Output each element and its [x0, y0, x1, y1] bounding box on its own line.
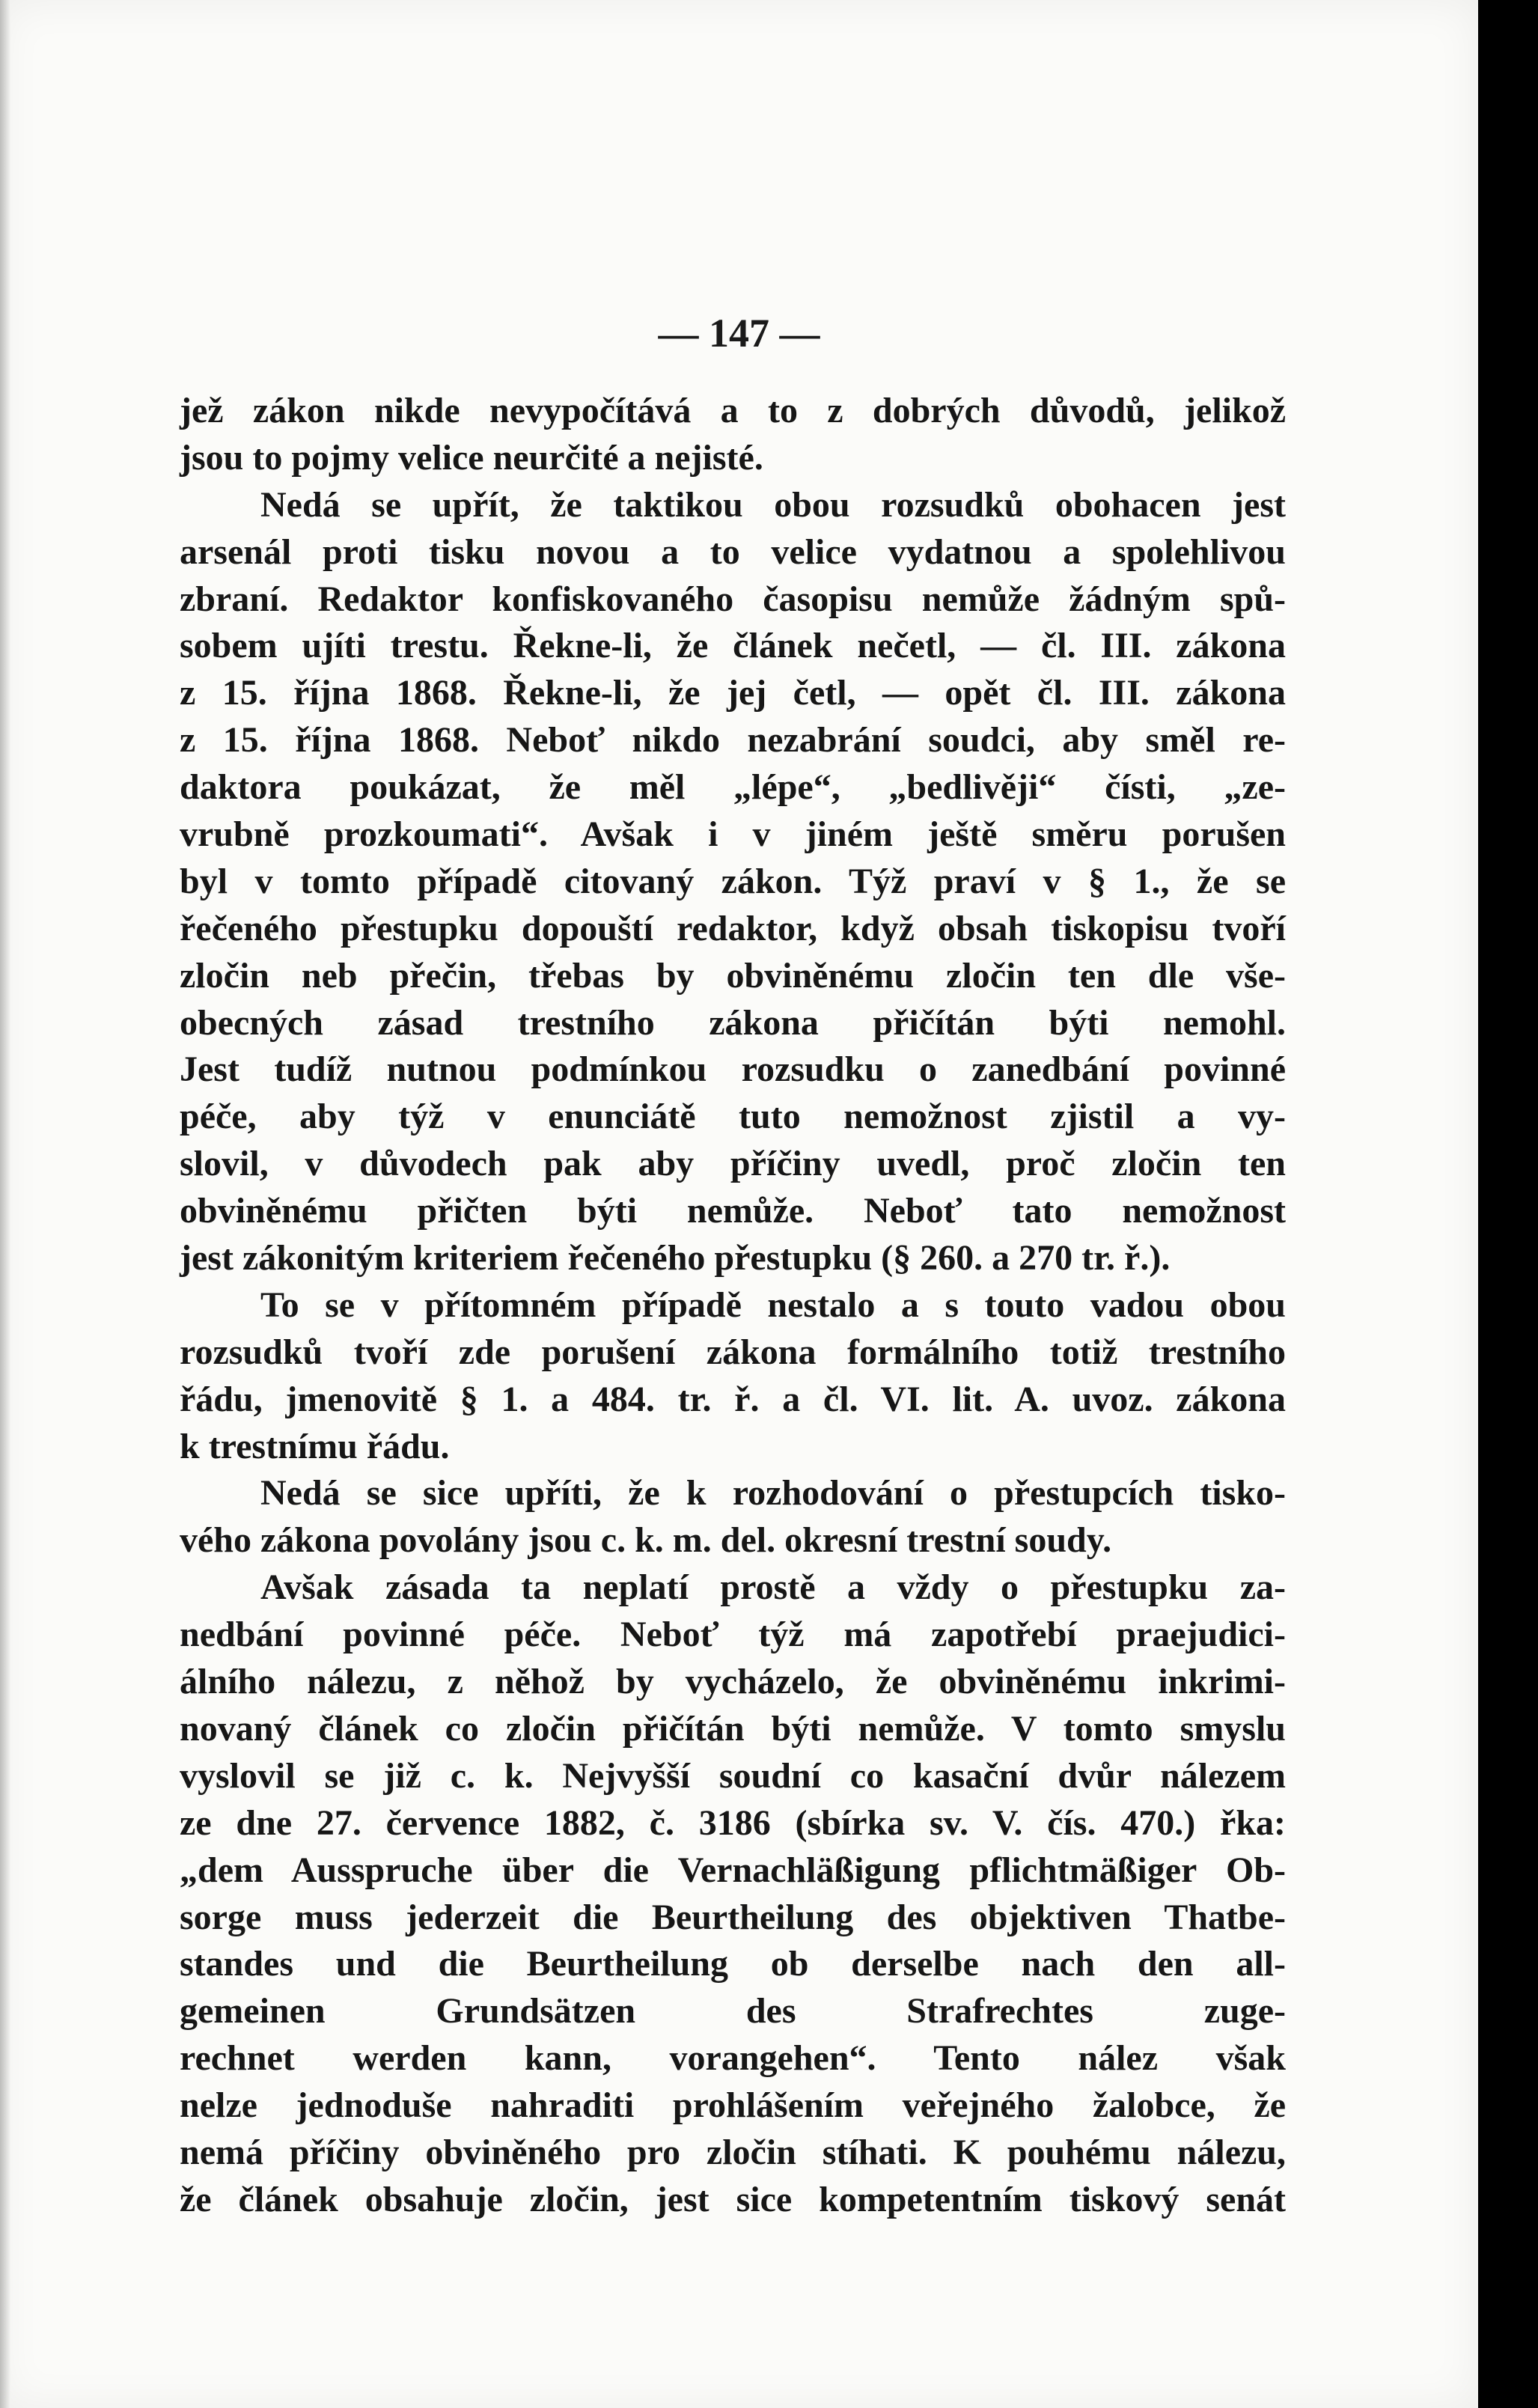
- text-line: zločin neb přečin, třebas by obviněnému zločin ten dle vše-: [180, 955, 1286, 996]
- text-line: z 15. října 1868. Řekne-li, že jej četl, — opět čl. III. zákona: [180, 673, 1286, 713]
- text-line: obecných zásad trestního zákona přičítán býti nemohl.: [180, 1002, 1286, 1043]
- text-line: obviněnému přičten býti nemůže. Neboť tato nemožnost: [180, 1191, 1286, 1231]
- text-line: řádu, jmenovitě § 1. a 484. tr. ř. a čl. VI. lit. A. uvoz. zákona: [180, 1379, 1286, 1419]
- text-line: vyslovil se již c. k. Nejvyšší soudní co kasační dvůr nálezem: [180, 1755, 1286, 1796]
- text-line: vrubně prozkoumati“. Avšak i v jiném ještě směru porušen: [180, 814, 1286, 855]
- text-line: novaný článek co zločin přičítán býti nemůže. V tomto smyslu: [180, 1708, 1286, 1749]
- text-line: že článek obsahuje zločin, jest sice kompetentním tiskový senát: [180, 2179, 1286, 2219]
- text-line: vého zákona povolány jsou c. k. m. del. okresní trestní soudy.: [180, 1520, 1112, 1561]
- text-line: péče, aby týž v enunciátě tuto nemožnost zjistil a vy-: [180, 1097, 1286, 1137]
- scan-edge-left: [0, 0, 10, 2408]
- text-line: slovil, v důvodech pak aby příčiny uvedl, proč zločin ten: [180, 1144, 1286, 1184]
- text-line: arsenál proti tisku novou a to velice vydatnou a spolehlivou: [180, 531, 1286, 572]
- text-line: zbraní. Redaktor konfiskovaného časopisu nemůže žádným spů-: [180, 579, 1286, 619]
- text-line: álního nálezu, z něhož by vycházelo, že obviněnému inkrimi-: [180, 1662, 1286, 1702]
- text-line: gemeinen Grundsätzen des Strafrechtes zuge-: [180, 1991, 1286, 2031]
- text-line: k trestnímu řádu.: [180, 1426, 450, 1466]
- text-line: Nedá se sice upříti, že k rozhodování o přestupcích tisko-: [260, 1473, 1286, 1514]
- text-line: standes und die Beurtheilung ob derselbe nach den all-: [180, 1944, 1286, 1984]
- text-line: Jest tudíž nutnou podmínkou rozsudku o zanedbání povinné: [180, 1049, 1286, 1090]
- text-line: „dem Ausspruche über die Vernachläßigung pflichtmäßiger Ob-: [180, 1850, 1286, 1890]
- page-number: — 147 —: [658, 311, 820, 356]
- body-text: [180, 388, 1286, 2224]
- scan-edge-right: [1478, 0, 1538, 2408]
- text-line: To se v přítomném případě nestalo a s touto vadou obou: [260, 1284, 1286, 1325]
- text-line: nedbání povinné péče. Neboť týž má zapotřebí praejudici-: [180, 1615, 1286, 1655]
- text-line: nelze jednoduše nahraditi prohlášením veřejného žalobce, že: [180, 2085, 1286, 2126]
- text-line: ze dne 27. července 1882, č. 3186 (sbírka sv. V. čís. 470.) řka:: [180, 1802, 1286, 1843]
- text-line: byl v tomto případě citovaný zákon. Týž praví v § 1., že se: [180, 861, 1286, 901]
- text-line: sobem ujíti trestu. Řekne-li, že článek nečetl, — čl. III. zákona: [180, 626, 1286, 666]
- text-line: nemá příčiny obviněného pro zločin stíhati. K pouhému nálezu,: [180, 2132, 1286, 2172]
- text-line: Avšak zásada ta neplatí prostě a vždy o přestupku za-: [260, 1567, 1286, 1608]
- text-line: jež zákon nikde nevypočítává a to z dobrých důvodů, jelikož: [180, 391, 1286, 430]
- text-line: jest zákonitým kriteriem řečeného přestupku (§ 260. a 270 tr. ř.).: [180, 1238, 1171, 1278]
- text-line: sorge muss jederzeit die Beurtheilung des objektiven Thatbe-: [180, 1897, 1286, 1937]
- text-line: jsou to pojmy velice neurčité a nejisté.: [180, 437, 763, 478]
- text-line: řečeného přestupku dopouští redaktor, když obsah tiskopisu tvoří: [180, 908, 1286, 948]
- text-line: rechnet werden kann, vorangehen“. Tento nález však: [180, 2038, 1286, 2079]
- text-line: z 15. října 1868. Neboť nikdo nezabrání soudci, aby směl re-: [180, 720, 1286, 760]
- text-line: Nedá se upřít, že taktikou obou rozsudků obohacen jest: [260, 484, 1286, 525]
- text-line: rozsudků tvoří zde porušení zákona formálního totiž trestního: [180, 1332, 1286, 1372]
- text-line: daktora poukázat, že měl „lépe“, „bedlivěji“ čísti, „ze-: [180, 767, 1286, 808]
